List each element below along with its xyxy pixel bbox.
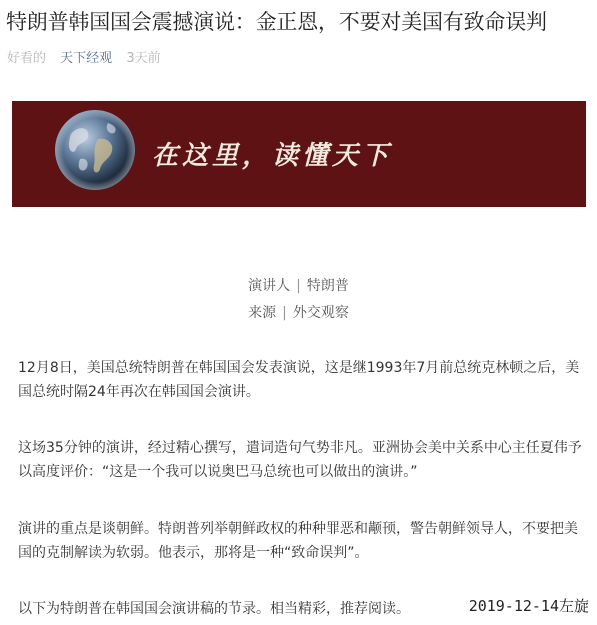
meta-time: 3天前 xyxy=(126,51,161,66)
paragraph-1: 12月8日，美国总统特朗普在韩国国会发表演说，这是继1993年7月前总统克林顿之后，美国总统时隔24年再次在韩国国会演讲。 xyxy=(18,360,580,400)
paragraph-3: 演讲的重点是谈朝鲜。特朗普列举朝鲜政权的种种罪恶和颟顸，警告朝鲜领导人，不要把美国的克制解读为软弱。他表示，那将是一种“致命误判”。 xyxy=(18,521,578,561)
separator: | xyxy=(296,278,301,294)
meta-source-link[interactable]: 天下经观 xyxy=(60,51,113,66)
meta-from-label: 好看的 xyxy=(7,51,47,66)
article-title: 特朗普韩国国会震撼演说：金正恩，不要对美国有致命误判 xyxy=(6,10,547,34)
banner-slogan: 在这里，读懂天下 xyxy=(152,141,393,171)
paragraph-2: 这场35分钟的演讲，经过精心撰写，遣词造句气势非凡。亚洲协会美中关系中心主任夏伟予以高度评价：“这是一个我可以说奥巴马总统也可以做出的演讲。” xyxy=(18,440,582,480)
source-name: 外交观察 xyxy=(292,305,349,321)
speaker-name: 特朗普 xyxy=(306,278,349,294)
header-banner-image xyxy=(12,101,586,207)
credit-source xyxy=(0,303,597,323)
article-meta xyxy=(7,50,161,68)
speaker-label: 演讲人 xyxy=(248,278,291,294)
date-watermark: 2019-12-14左旋 xyxy=(468,597,589,615)
earth-globe-icon xyxy=(54,109,136,191)
source-label: 来源 xyxy=(248,305,277,321)
paragraph-4: 以下为特朗普在韩国国会演讲稿的节录。相当精彩，推荐阅读。 xyxy=(18,601,410,617)
separator: | xyxy=(282,305,287,321)
credit-speaker xyxy=(0,276,597,296)
